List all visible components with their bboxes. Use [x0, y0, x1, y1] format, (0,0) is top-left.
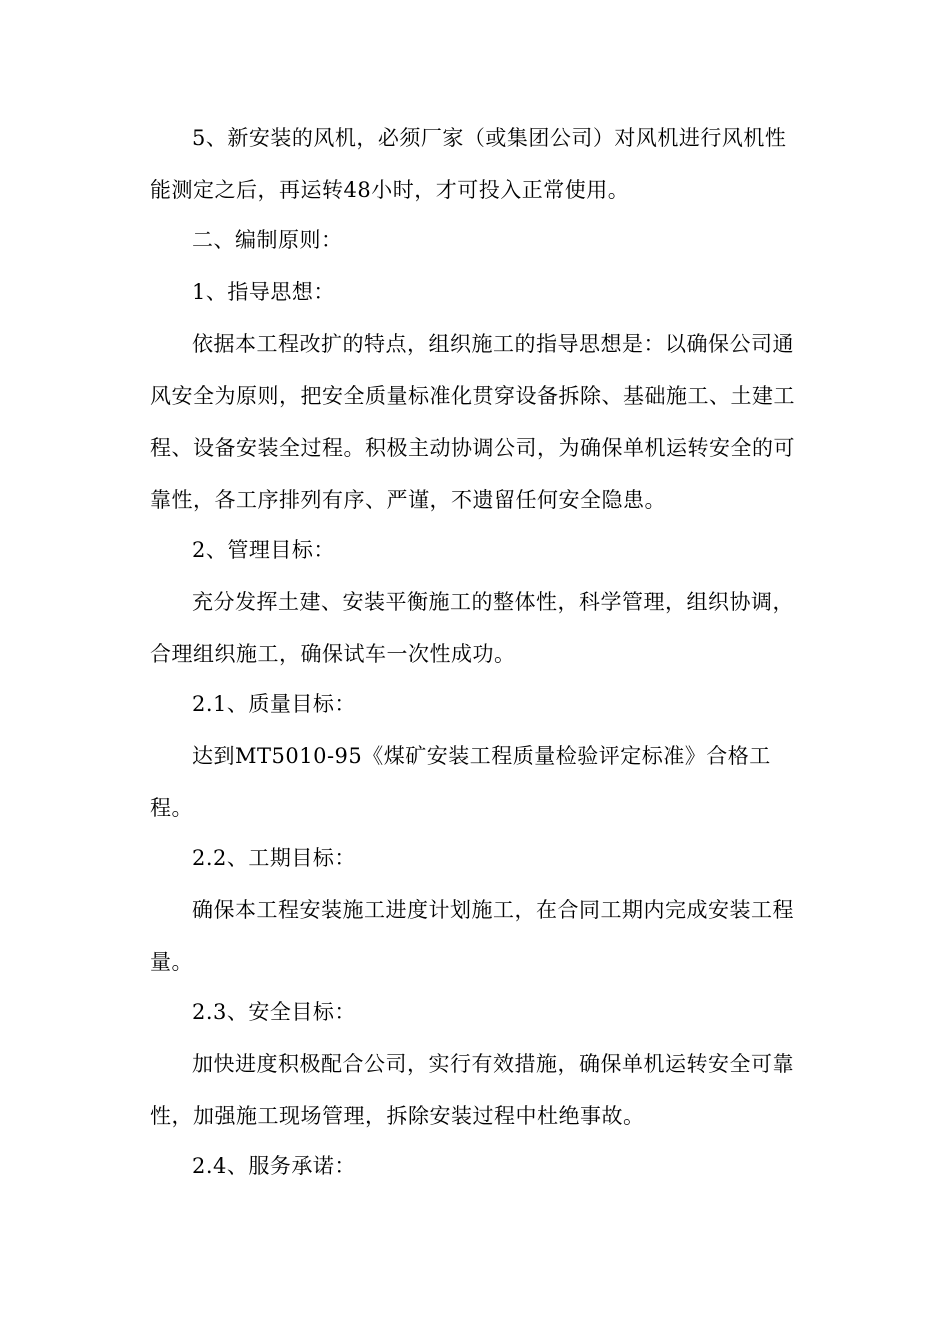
heading-guiding-ideology: 1、指导思想： [192, 280, 335, 304]
heading-service-commitment: 2.4、服务承诺： [192, 1154, 356, 1178]
paragraph-schedule-goal: 确保本工程安装施工进度计划施工，在合同工期内完成安装工程量。 [150, 898, 794, 974]
paragraph-safety-goal: 加快进度积极配合公司，实行有效措施，确保单机运转安全可靠性，加强施工现场管理，拆除安装过程中杜绝事故。 [150, 1052, 794, 1128]
paragraph-fan-testing-requirement: 5、新安装的风机，必须厂家（或集团公司）对风机进行风机性能测定之后，再运转48小时，才可投入正常使用。 [150, 126, 787, 202]
heading-safety-goal: 2.3、安全目标： [192, 1000, 356, 1024]
heading-management-goals: 2、管理目标： [192, 538, 335, 562]
heading-quality-goal: 2.1、质量目标： [192, 692, 356, 716]
heading-compilation-principles: 二、编制原则： [192, 228, 343, 252]
paragraph-quality-goal: 达到MT5010-95《煤矿安装工程质量检验评定标准》合格工程。 [150, 744, 771, 820]
paragraph-guiding-ideology: 依据本工程改扩的特点，组织施工的指导思想是：以确保公司通风安全为原则，把安全质量标准化贯穿设备拆除、基础施工、土建工程、设备安装全过程。积极主动协调公司，为确保单机运转安全的可靠性，各工序排列有序、严谨，不遗留任何安全隐患。 [150, 332, 795, 512]
heading-schedule-goal: 2.2、工期目标： [192, 846, 356, 870]
paragraph-management-goals: 充分发挥土建、安装平衡施工的整体性，科学管理，组织协调，合理组织施工，确保试车一次性成功。 [150, 590, 794, 666]
